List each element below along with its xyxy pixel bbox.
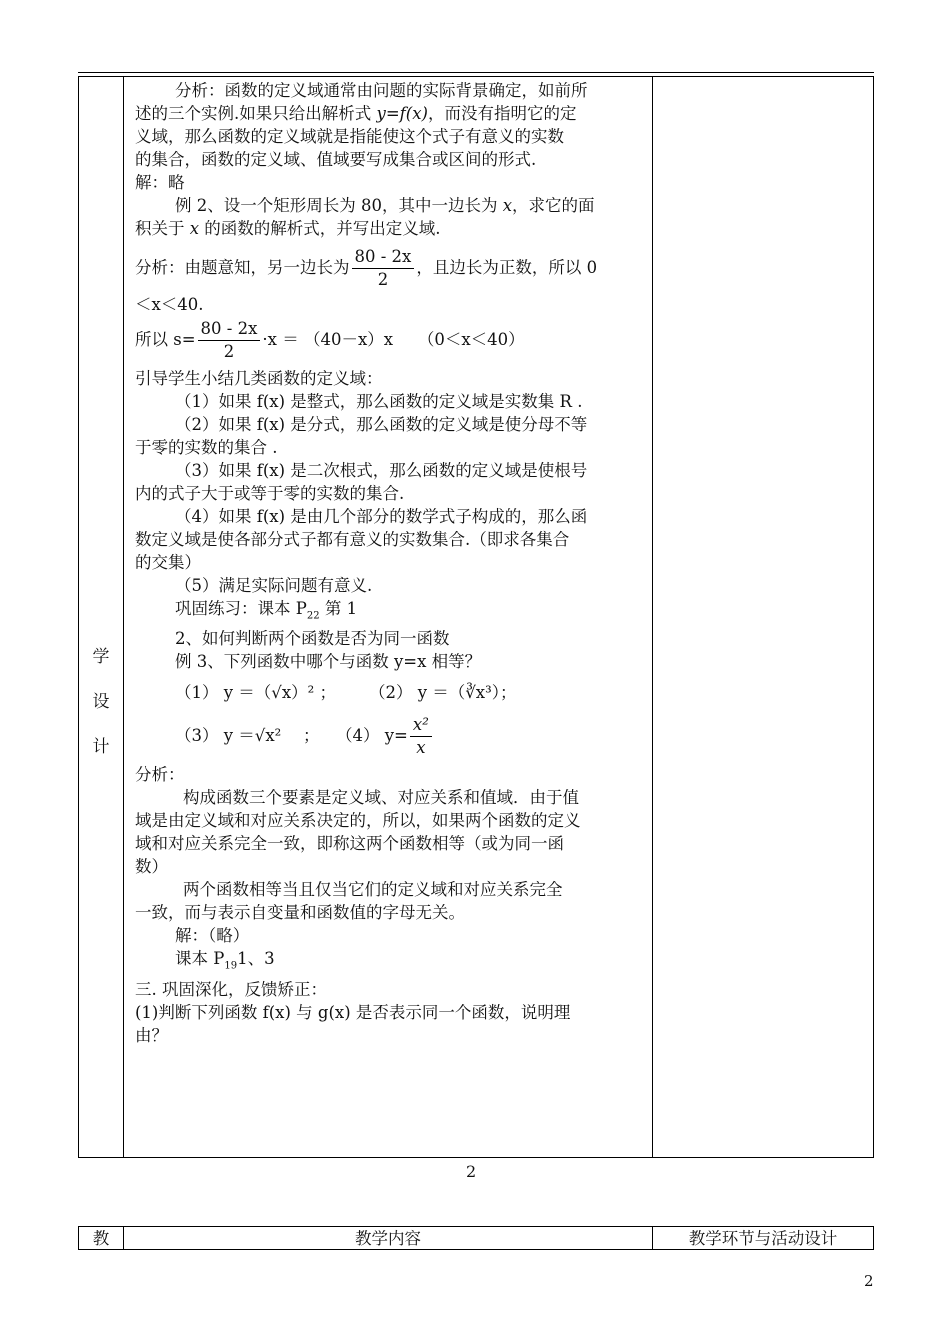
- text-line: 2、如何判断两个函数是否为同一函数: [175, 629, 450, 649]
- side-label-char: 学: [92, 647, 110, 667]
- text-line: 数定义域是使各部分式子都有意义的实数集合.（即求各集合: [135, 530, 570, 549]
- text-line: ＜x＜40.: [135, 295, 204, 314]
- text-line: 一致，而与表示自变量和函数值的字母无关。: [135, 903, 465, 923]
- header-cell-2: 教学内容: [355, 1229, 421, 1248]
- option-line: （3） y ＝√x² ； （4） y= $\frac{\text{x²}}{x}$: [135, 714, 647, 759]
- side-label-char: 设: [92, 692, 110, 712]
- text-line: 的集合，函数的定义域、值域要写成集合或区间的形式.: [135, 150, 537, 169]
- fraction-line: 所以 s= $\frac{80 - 2x}{2}$ ·x ＝ （40－x）x （0＜x＜40）: [135, 319, 525, 361]
- fraction: $\frac{80 - 2x}{2}$: [352, 246, 415, 291]
- page-number: 2: [466, 1162, 477, 1181]
- text-line: 的交集）: [135, 553, 201, 572]
- header-cell-3: 教学环节与活动设计: [688, 1229, 838, 1248]
- column-divider-1: [123, 77, 124, 1157]
- text-line: 内的式子大于或等于零的实数的集合.: [135, 484, 405, 503]
- text-line: 域和对应关系完全一致，即称这两个函数相等（或为同一函: [135, 834, 564, 854]
- section-heading: 三. 巩固深化，反馈矫正：: [135, 979, 327, 999]
- example-2-line: 例 2、设一个矩形周长为 80，其中一边长为 x，求它的面: [175, 196, 595, 215]
- lesson-table: [78, 76, 874, 1158]
- text-line: 引导学生小结几类函数的定义域：: [135, 369, 383, 388]
- text-line: 解：（略）: [175, 926, 250, 946]
- text-line: 于零的实数的集合 .: [135, 438, 278, 457]
- text-line: （5）满足实际问题有意义.: [175, 576, 373, 595]
- text-line: 分析：函数的定义域通常由问题的实际背景确定，如前所: [175, 81, 588, 100]
- option-line: （1） y ＝（√x）² ； （2） y ＝（∛x³）；: [175, 683, 517, 703]
- example-3-line: 例 3、下列函数中哪个与函数 y=x 相等？: [175, 652, 482, 672]
- top-rule: [78, 72, 874, 73]
- text-line: 两个函数相等当且仅当它们的定义域和对应关系完全: [183, 880, 563, 900]
- fraction: $\frac{80 - 2x}{2}$: [198, 318, 261, 363]
- next-page-table-header: [78, 1226, 874, 1250]
- text-line: 巩固练习：课本 $P_{22}$ 第 1: [175, 599, 358, 622]
- footer-page-number: 2: [864, 1272, 874, 1290]
- side-label: [79, 649, 123, 784]
- column-divider-2: [652, 77, 653, 1157]
- fraction: $\frac{\text{x²}}{x}$: [410, 714, 432, 759]
- text-line: 数）: [135, 857, 168, 877]
- text-line: 构成函数三个要素是定义域、对应关系和值域．由于值: [183, 788, 579, 808]
- text-line: 解：略: [135, 173, 185, 192]
- text-line: （1）如果 f(x) 是整式，那么函数的定义域是实数集 R .: [175, 392, 583, 411]
- text-line: （3）如果 f(x) 是二次根式，那么函数的定义域是使根号: [175, 461, 588, 480]
- text-line: （2）如果 f(x) 是分式，那么函数的定义域是使分母不等: [175, 415, 588, 434]
- header-cell-1: 教: [92, 1229, 110, 1248]
- text-line: （4）如果 f(x) 是由几个部分的数学式子构成的，那么函: [175, 507, 588, 526]
- text-line: 分析：: [135, 765, 185, 785]
- side-label-char: 计: [92, 737, 110, 757]
- text-line: 义域，那么函数的定义域就是指能使这个式子有意义的实数: [135, 127, 564, 146]
- text-line: 课本 $P_{19}1$、3: [175, 949, 275, 972]
- text-line: 域是由定义域和对应关系决定的，所以，如果两个函数的定义: [135, 811, 581, 831]
- text-line: 述的三个实例.如果只给出解析式 y=f(x)，而没有指明它的定: [135, 104, 577, 123]
- text-line: (1)判断下列函数 f(x) 与 g(x) 是否表示同一个函数，说明理: [135, 1002, 571, 1022]
- text-line: 积关于 x 的函数的解析式，并写出定义域.: [135, 219, 441, 238]
- fraction-line: 分析：由题意知，另一边长为 $\frac{80 - 2x}{2}$ ，且边长为正数，所以 0: [135, 247, 598, 289]
- teaching-content: [135, 79, 647, 1047]
- text-line: 由？: [135, 1025, 168, 1045]
